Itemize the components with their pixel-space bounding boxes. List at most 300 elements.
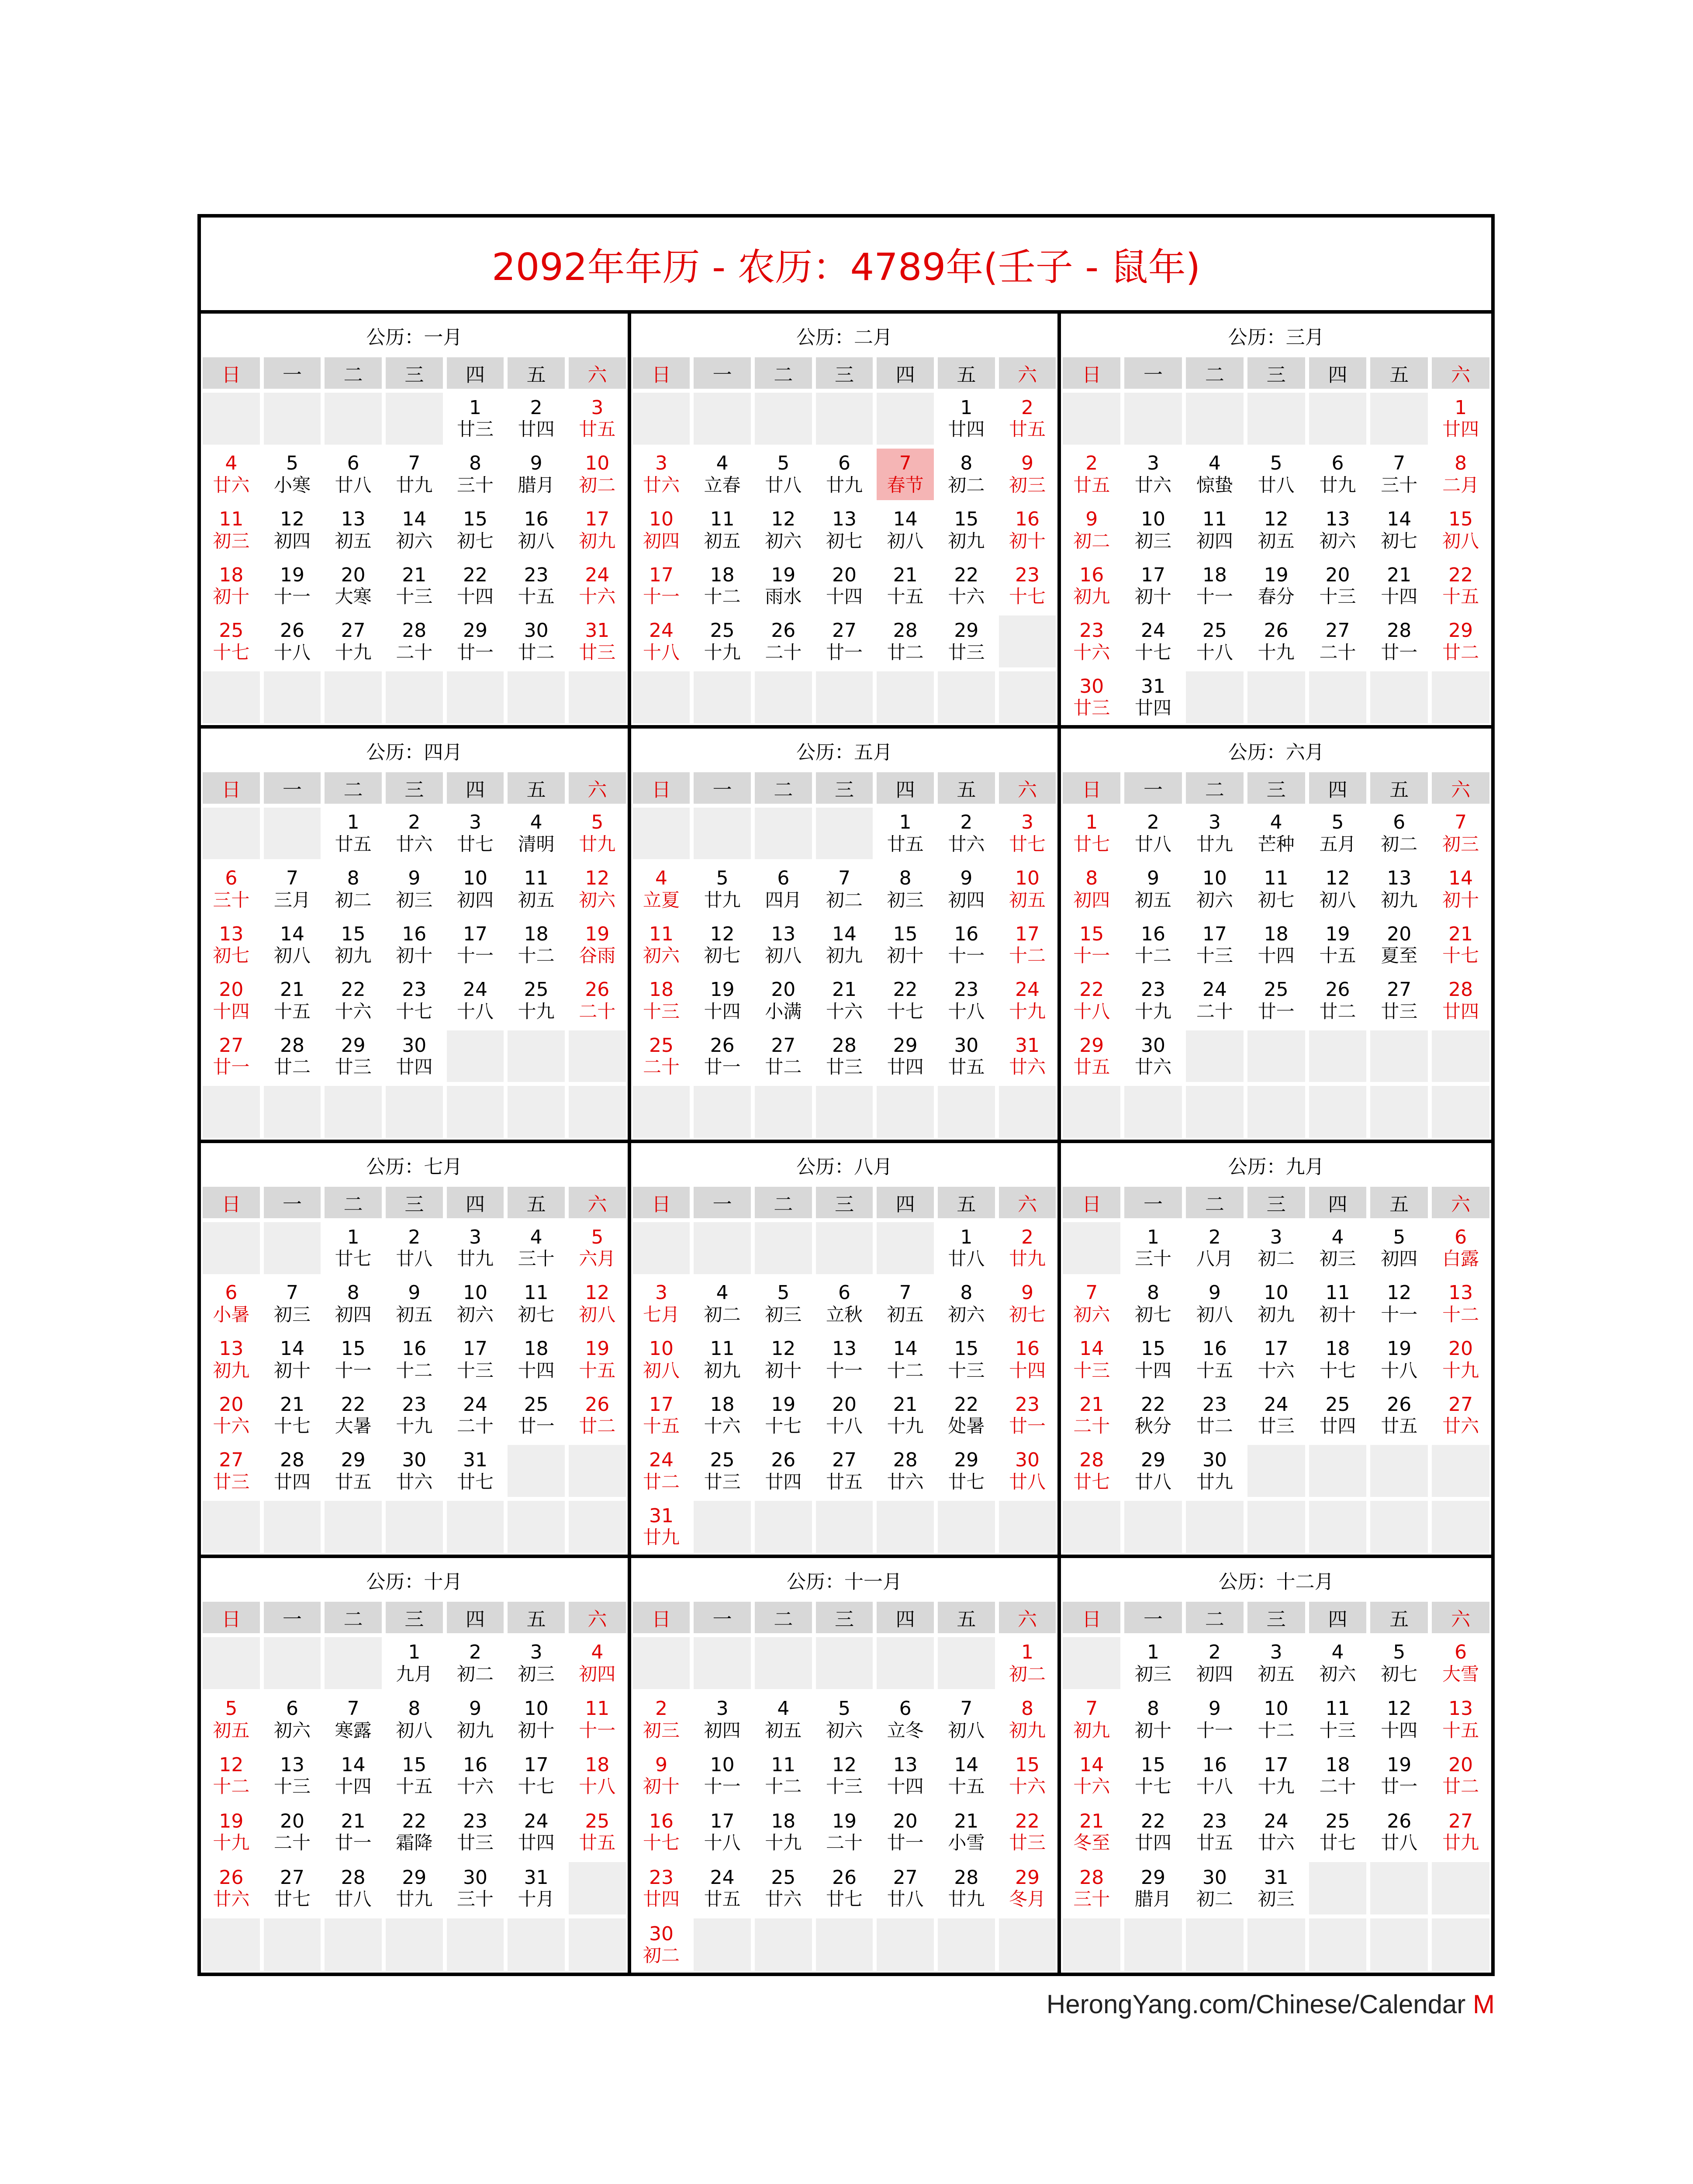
- gregorian-day: 17: [463, 923, 487, 945]
- day-cell: [816, 615, 873, 667]
- lunar-day: 廿五: [1196, 1832, 1233, 1854]
- gregorian-day: 16: [1015, 1337, 1040, 1360]
- empty-cell: [816, 1637, 873, 1690]
- gregorian-day: 7: [286, 867, 298, 889]
- gregorian-day: 22: [341, 1393, 366, 1416]
- day-cell: [1370, 615, 1428, 667]
- lunar-day: 廿八: [1135, 1471, 1172, 1493]
- day-cell: [447, 975, 504, 1026]
- gregorian-day: 7: [1085, 1697, 1098, 1720]
- month-block: [201, 1143, 631, 1558]
- day-cell: [1432, 449, 1489, 501]
- day-cell: [508, 1806, 565, 1858]
- day-cell: [755, 1278, 812, 1330]
- empty-cell: [264, 671, 321, 723]
- lunar-day: 三十: [1135, 1248, 1172, 1270]
- lunar-day: 四月: [765, 889, 802, 911]
- lunar-day: 初九: [1073, 586, 1110, 608]
- lunar-day: 初十: [887, 945, 924, 967]
- lunar-day: 廿九: [643, 1527, 680, 1548]
- gregorian-day: 24: [710, 1866, 735, 1889]
- lunar-day: 初六: [456, 1304, 494, 1326]
- empty-cell: [755, 808, 812, 860]
- day-cell: [1186, 1693, 1244, 1745]
- empty-cell: [325, 1637, 382, 1690]
- lunar-day: 廿二: [1442, 641, 1479, 663]
- weekday-header: 六: [999, 1602, 1056, 1633]
- weekday-header: 二: [755, 357, 812, 389]
- lunar-day: 十二: [213, 1776, 250, 1797]
- lunar-day: 十一: [1381, 1304, 1418, 1326]
- lunar-day: 十五: [948, 1776, 985, 1797]
- day-cell: [325, 1030, 382, 1082]
- lunar-day: 大雪: [1442, 1663, 1479, 1685]
- gregorian-day: 15: [1448, 508, 1473, 530]
- empty-cell: [569, 1030, 626, 1082]
- day-cell: [386, 1749, 443, 1802]
- gregorian-day: 17: [710, 1810, 735, 1832]
- lunar-day: 二十: [1319, 641, 1356, 663]
- lunar-day: 初四: [1196, 1663, 1233, 1685]
- day-cell: [1247, 449, 1305, 501]
- day-cell: [999, 1222, 1056, 1274]
- empty-cell: [1186, 1086, 1244, 1138]
- gregorian-day: 20: [1448, 1337, 1473, 1360]
- weekday-header: 四: [447, 1187, 504, 1218]
- day-cell: [447, 1334, 504, 1386]
- day-cell: [203, 1278, 260, 1330]
- month-title: 公历：四月: [366, 741, 463, 764]
- lunar-day: 初五: [1258, 530, 1295, 552]
- gregorian-day: 7: [286, 1282, 298, 1304]
- lunar-day: 十四: [213, 1000, 250, 1022]
- empty-cell: [264, 808, 321, 860]
- gregorian-day: 29: [1141, 1866, 1166, 1889]
- weekday-header: 五: [508, 1187, 565, 1218]
- gregorian-day: 26: [1264, 619, 1289, 642]
- lunar-day: 十六: [704, 1415, 741, 1437]
- lunar-day: 冬月: [1009, 1888, 1046, 1910]
- empty-cell: [264, 393, 321, 445]
- lunar-day: 初四: [456, 889, 494, 911]
- gregorian-day: 4: [1331, 1641, 1344, 1663]
- lunar-day: 初八: [273, 945, 311, 967]
- weekday-header: 六: [1432, 772, 1489, 804]
- lunar-day: 十一: [1073, 945, 1110, 967]
- lunar-day: 十九: [887, 1415, 924, 1437]
- gregorian-day: 12: [280, 508, 304, 530]
- lunar-day: 十月: [518, 1888, 555, 1910]
- month-block: [1061, 1558, 1491, 1973]
- day-cell: [1124, 671, 1182, 723]
- empty-cell: [1247, 1918, 1305, 1971]
- day-cell: [1370, 449, 1428, 501]
- day-cell: [999, 449, 1056, 501]
- gregorian-day: 11: [585, 1697, 610, 1720]
- gregorian-day: 11: [710, 1337, 735, 1360]
- lunar-day: 廿四: [518, 418, 555, 440]
- lunar-day: 初二: [826, 889, 863, 911]
- lunar-day: 初十: [1442, 889, 1479, 911]
- gregorian-day: 17: [1015, 923, 1040, 945]
- empty-cell: [694, 1501, 751, 1553]
- gregorian-day: 3: [655, 1282, 667, 1304]
- gregorian-day: 22: [893, 978, 918, 1001]
- weekday-header: 二: [755, 1602, 812, 1633]
- gregorian-day: 18: [1325, 1337, 1350, 1360]
- day-cell: [386, 1222, 443, 1274]
- lunar-day: 立冬: [887, 1719, 924, 1741]
- gregorian-day: 23: [1015, 1393, 1040, 1416]
- gregorian-day: 27: [832, 619, 857, 642]
- month-day-grid: [631, 1602, 1058, 1973]
- lunar-day: 初五: [396, 1304, 433, 1326]
- weekday-header: 三: [386, 357, 443, 389]
- lunar-day: 谷雨: [579, 945, 616, 967]
- day-cell: [508, 560, 565, 612]
- lunar-day: 初八: [1196, 1304, 1233, 1326]
- lunar-day: 初六: [396, 530, 433, 552]
- lunar-day: 十三: [396, 586, 433, 608]
- gregorian-day: 5: [1270, 452, 1282, 475]
- day-cell: [1124, 975, 1182, 1026]
- gregorian-day: 22: [402, 1810, 427, 1832]
- day-cell: [1309, 1806, 1367, 1858]
- day-cell: [569, 1389, 626, 1441]
- lunar-day: 初八: [1319, 889, 1356, 911]
- day-cell: [1370, 919, 1428, 971]
- day-cell: [999, 808, 1056, 860]
- day-cell: [1309, 504, 1367, 556]
- gregorian-day: 25: [771, 1866, 796, 1889]
- lunar-day: 十九: [1442, 1359, 1479, 1381]
- empty-cell: [1309, 1918, 1367, 1971]
- gregorian-day: 6: [347, 452, 359, 475]
- day-cell: [938, 975, 995, 1026]
- gregorian-day: 28: [893, 1449, 918, 1472]
- gregorian-day: 5: [838, 1697, 850, 1720]
- lunar-day: 廿二: [1319, 1000, 1356, 1022]
- gregorian-day: 14: [280, 1337, 304, 1360]
- day-cell: [447, 808, 504, 860]
- gregorian-day: 25: [649, 1034, 674, 1057]
- day-cell: [999, 1637, 1056, 1690]
- lunar-day: 初三: [765, 1304, 802, 1326]
- gregorian-day: 12: [832, 1753, 857, 1776]
- day-cell: [508, 1222, 565, 1274]
- gregorian-day: 1: [960, 396, 973, 419]
- gregorian-day: 29: [1015, 1866, 1040, 1889]
- lunar-day: 秋分: [1135, 1415, 1172, 1437]
- day-cell: [1370, 975, 1428, 1026]
- day-cell: [386, 1030, 443, 1082]
- day-cell: [203, 449, 260, 501]
- gregorian-day: 8: [408, 1697, 421, 1720]
- day-cell: [633, 1334, 690, 1386]
- gregorian-day: 25: [585, 1810, 610, 1832]
- day-cell: [508, 393, 565, 445]
- gregorian-day: 6: [1331, 452, 1344, 475]
- gregorian-day: 4: [716, 1282, 729, 1304]
- empty-cell: [203, 1086, 260, 1138]
- gregorian-day: 25: [710, 619, 735, 642]
- gregorian-day: 10: [1141, 508, 1166, 530]
- day-cell: [816, 1030, 873, 1082]
- lunar-day: 廿八: [765, 474, 802, 496]
- day-cell: [1309, 615, 1367, 667]
- day-cell: [447, 919, 504, 971]
- gregorian-day: 18: [219, 563, 244, 586]
- gregorian-day: 13: [1387, 867, 1412, 889]
- lunar-day: 初三: [1135, 1663, 1172, 1685]
- lunar-day: 十五: [1319, 945, 1356, 967]
- day-cell: [816, 1334, 873, 1386]
- lunar-day: 初十: [1135, 586, 1172, 608]
- empty-cell: [386, 1501, 443, 1553]
- gregorian-day: 21: [893, 1393, 918, 1416]
- empty-cell: [1247, 1501, 1305, 1553]
- day-cell: [203, 1334, 260, 1386]
- gregorian-day: 10: [463, 1282, 487, 1304]
- weekday-header: 二: [325, 772, 382, 804]
- day-cell: [877, 1862, 934, 1914]
- gregorian-day: 21: [402, 563, 427, 586]
- gregorian-day: 13: [280, 1753, 304, 1776]
- day-cell: [508, 863, 565, 915]
- day-cell: [508, 449, 565, 501]
- lunar-day: 十四: [887, 1776, 924, 1797]
- gregorian-day: 6: [225, 867, 238, 889]
- lunar-day: 廿六: [1442, 1415, 1479, 1437]
- gregorian-day: 26: [771, 619, 796, 642]
- day-cell: [569, 393, 626, 445]
- gregorian-day: 18: [524, 923, 549, 945]
- day-cell: [1063, 975, 1120, 1026]
- weekday-header: 日: [203, 1602, 260, 1633]
- day-cell: [1124, 1030, 1182, 1082]
- lunar-day: 十五: [518, 586, 555, 608]
- gregorian-day: 4: [530, 811, 542, 834]
- lunar-day: 初九: [1073, 1719, 1110, 1741]
- gregorian-day: 7: [1393, 452, 1406, 475]
- gregorian-day: 20: [219, 1393, 244, 1416]
- footer-logo-mark: M: [1473, 1990, 1495, 2019]
- day-cell: [633, 1806, 690, 1858]
- lunar-day: 廿五: [1009, 418, 1046, 440]
- gregorian-day: 14: [893, 1337, 918, 1360]
- weekday-header: 五: [938, 1187, 995, 1218]
- lunar-day: 初八: [579, 1304, 616, 1326]
- lunar-day: 三十: [213, 889, 250, 911]
- empty-cell: [264, 1222, 321, 1274]
- gregorian-day: 10: [710, 1753, 735, 1776]
- lunar-day: 廿八: [1381, 1832, 1418, 1854]
- day-cell: [386, 1389, 443, 1441]
- day-cell: [325, 1445, 382, 1497]
- day-cell: [938, 1334, 995, 1386]
- lunar-day: 廿九: [396, 1888, 433, 1910]
- day-cell: [508, 615, 565, 667]
- day-cell: [999, 1334, 1056, 1386]
- day-cell: [694, 1334, 751, 1386]
- day-cell: [203, 975, 260, 1026]
- gregorian-day: 14: [402, 508, 427, 530]
- empty-cell: [1063, 1222, 1120, 1274]
- gregorian-day: 27: [219, 1034, 244, 1057]
- lunar-day: 初四: [1196, 530, 1233, 552]
- weekday-header: 五: [508, 772, 565, 804]
- gregorian-day: 4: [655, 867, 667, 889]
- day-cell: [1247, 1278, 1305, 1330]
- day-cell: [633, 1693, 690, 1745]
- lunar-day: 廿三: [948, 641, 985, 663]
- day-cell: [633, 863, 690, 915]
- gregorian-day: 8: [347, 867, 359, 889]
- gregorian-day: 7: [899, 1282, 912, 1304]
- lunar-day: 初十: [518, 1719, 555, 1741]
- day-cell: [1124, 919, 1182, 971]
- lunar-day: 廿九: [579, 833, 616, 855]
- day-cell: [1124, 1749, 1182, 1802]
- empty-cell: [755, 1918, 812, 1971]
- lunar-day: 九月: [396, 1663, 433, 1685]
- lunar-day: 大暑: [335, 1415, 372, 1437]
- day-cell: [447, 449, 504, 501]
- footer-attribution: [1047, 1989, 1495, 2019]
- month-block: [1061, 1143, 1491, 1558]
- lunar-day: 十八: [643, 641, 680, 663]
- gregorian-day: 10: [649, 508, 674, 530]
- day-cell: [1370, 1806, 1428, 1858]
- gregorian-day: 29: [341, 1034, 366, 1057]
- lunar-day: 廿一: [456, 641, 494, 663]
- lunar-day: 十二: [1258, 1719, 1295, 1741]
- gregorian-day: 3: [1270, 1226, 1282, 1248]
- gregorian-day: 18: [524, 1337, 549, 1360]
- lunar-day: 三月: [273, 889, 311, 911]
- day-cell: [877, 560, 934, 612]
- gregorian-day: 18: [1202, 563, 1227, 586]
- day-cell: [203, 919, 260, 971]
- empty-cell: [816, 808, 873, 860]
- gregorian-day: 23: [1079, 619, 1104, 642]
- gregorian-day: 9: [1208, 1282, 1221, 1304]
- gregorian-day: 29: [954, 619, 979, 642]
- gregorian-day: 19: [832, 1810, 857, 1832]
- gregorian-day: 8: [1085, 867, 1098, 889]
- empty-cell: [1309, 393, 1367, 445]
- day-cell: [447, 1806, 504, 1858]
- day-cell: [264, 1862, 321, 1914]
- empty-cell: [1186, 393, 1244, 445]
- gregorian-day: 30: [463, 1866, 487, 1889]
- day-cell: [1124, 863, 1182, 915]
- weekday-header: 五: [1370, 1187, 1428, 1218]
- lunar-day: 廿五: [579, 418, 616, 440]
- day-cell: [877, 449, 934, 501]
- day-cell: [569, 1637, 626, 1690]
- gregorian-day: 16: [463, 1753, 487, 1776]
- day-cell: [1370, 504, 1428, 556]
- day-cell: [508, 1693, 565, 1745]
- weekday-header: 一: [694, 1187, 751, 1218]
- day-cell: [999, 1278, 1056, 1330]
- lunar-day: 十一: [456, 945, 494, 967]
- gregorian-day: 21: [341, 1810, 366, 1832]
- gregorian-day: 9: [408, 867, 421, 889]
- gregorian-day: 17: [585, 508, 610, 530]
- day-cell: [1432, 1278, 1489, 1330]
- gregorian-day: 20: [280, 1810, 304, 1832]
- gregorian-day: 9: [1147, 867, 1160, 889]
- gregorian-day: 13: [1325, 508, 1350, 530]
- lunar-day: 廿七: [1073, 833, 1110, 855]
- empty-cell: [203, 671, 260, 723]
- lunar-day: 腊月: [518, 474, 555, 496]
- lunar-day: 十九: [1258, 641, 1295, 663]
- gregorian-day: 15: [893, 923, 918, 945]
- day-cell: [1370, 1334, 1428, 1386]
- lunar-day: 廿六: [213, 474, 250, 496]
- lunar-day: 廿七: [335, 1248, 372, 1270]
- gregorian-day: 7: [899, 452, 912, 475]
- day-cell: [999, 1862, 1056, 1914]
- gregorian-day: 2: [408, 811, 421, 834]
- empty-cell: [386, 1086, 443, 1138]
- gregorian-day: 5: [591, 811, 604, 834]
- lunar-day: 廿四: [887, 1056, 924, 1078]
- gregorian-day: 18: [585, 1753, 610, 1776]
- day-cell: [447, 1278, 504, 1330]
- day-cell: [694, 1030, 751, 1082]
- lunar-day: 廿一: [335, 1832, 372, 1854]
- gregorian-day: 26: [710, 1034, 735, 1057]
- lunar-day: 三十: [1073, 1888, 1110, 1910]
- gregorian-day: 1: [1085, 811, 1098, 834]
- empty-cell: [325, 1501, 382, 1553]
- lunar-day: 初九: [579, 530, 616, 552]
- lunar-day: 廿八: [1258, 474, 1295, 496]
- gregorian-day: 26: [1325, 978, 1350, 1001]
- month-day-grid: [201, 1187, 628, 1555]
- day-cell: [938, 1693, 995, 1745]
- day-cell: [386, 1693, 443, 1745]
- lunar-day: 廿三: [579, 641, 616, 663]
- lunar-day: 初七: [456, 530, 494, 552]
- lunar-day: 二十: [579, 1000, 616, 1022]
- lunar-day: 二十: [456, 1415, 494, 1437]
- gregorian-day: 12: [1264, 508, 1289, 530]
- gregorian-day: 19: [771, 1393, 796, 1416]
- day-cell: [264, 1693, 321, 1745]
- day-cell: [877, 504, 934, 556]
- day-cell: [325, 1806, 382, 1858]
- gregorian-day: 17: [1264, 1753, 1289, 1776]
- lunar-day: 廿九: [1442, 1832, 1479, 1854]
- lunar-day: 初七: [518, 1304, 555, 1326]
- day-cell: [877, 1278, 934, 1330]
- lunar-day: 初五: [887, 1304, 924, 1326]
- day-cell: [877, 1389, 934, 1441]
- gregorian-day: 15: [1141, 1753, 1166, 1776]
- gregorian-day: 9: [530, 452, 542, 475]
- day-cell: [1309, 808, 1367, 860]
- empty-cell: [203, 808, 260, 860]
- day-cell: [694, 560, 751, 612]
- day-cell: [755, 1389, 812, 1441]
- gregorian-day: 28: [1079, 1866, 1104, 1889]
- lunar-day: 二十: [826, 1832, 863, 1854]
